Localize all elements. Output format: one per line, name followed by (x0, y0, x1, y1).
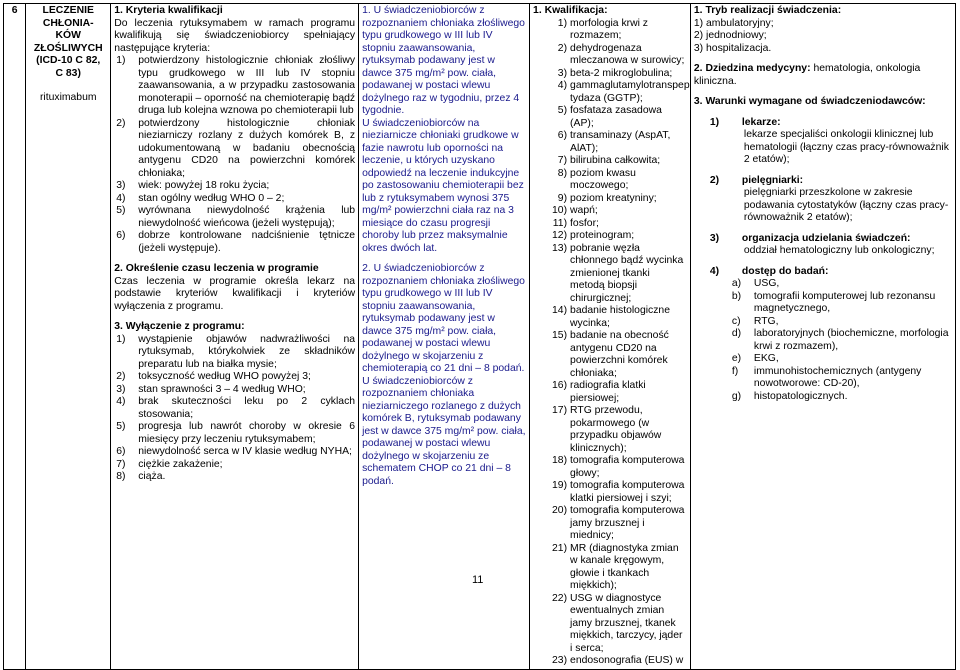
program-name-line: ZŁOŚLIWYCH (33, 42, 103, 54)
list-item (533, 43, 687, 68)
program-name-line: KÓW (55, 30, 81, 41)
item-text: gammaglutamylotranspep tydaza (GGTP); (570, 80, 690, 104)
list-item (533, 230, 687, 243)
list-item (533, 330, 687, 380)
test-letter: e) (731, 353, 742, 364)
field-text: hematologia, onkologia kliniczna. (693, 63, 921, 87)
requirement-label: dostęp do badań: (741, 265, 829, 277)
requirement-head (694, 233, 952, 246)
item-text: dehydrogenaza mleczanowa w surowicy; (570, 42, 685, 66)
list-item (114, 55, 355, 118)
item-number: 21) (552, 542, 568, 554)
item-text: wyrównana niewydolność krążenia lub niewydolność wieńcowa (jeżeli występują); (138, 205, 356, 229)
list-item (114, 446, 355, 459)
list-item (114, 459, 355, 472)
test-text: EKG, (753, 353, 779, 364)
mode-item: 1) ambulatoryjny; (693, 17, 774, 29)
item-number: 8) (116, 471, 126, 482)
dosage-cell (359, 4, 530, 670)
list-item (114, 384, 355, 397)
item-number: 2) (557, 42, 568, 54)
list-item (533, 155, 687, 168)
requirement-number: 2) (709, 174, 720, 186)
item-number: 2) (116, 371, 126, 382)
test-letter: d) (731, 328, 742, 339)
item-text: stan sprawności 3 – 4 według WHO; (138, 383, 306, 395)
list-item (533, 505, 687, 543)
item-number: 22) (552, 592, 568, 604)
item-number: 3) (116, 180, 126, 191)
diagnostics-cell (530, 4, 691, 670)
requirement-item (694, 175, 952, 225)
item-text: beta-2 mikroglobulina; (570, 67, 673, 79)
item-text: dobrze kontrolowane nadciśnienie tętnicze (jeżeli występuje). (138, 230, 356, 254)
requirement-number: 4) (709, 265, 720, 277)
list-item (533, 168, 687, 193)
requirement-item (694, 266, 952, 404)
item-number: 6) (116, 230, 126, 241)
criteria-list (114, 55, 355, 255)
list-item (533, 68, 687, 81)
drug-name: rituximabum (39, 92, 97, 103)
requirement-text: pielęgniarki przeszkolone w zakresie podawania cytostatyków (łączny czas pracy-równoważnik 2 etatów); (743, 187, 949, 223)
row-number: 6 (4, 4, 26, 670)
requirements-heading: 3. Warunki wymagane od świadczeniodawców: (693, 96, 926, 107)
list-item (114, 118, 355, 181)
dosage-p2: 2. U świadczeniobiorców z rozpoznaniem chłoniaka złośliwego typu grudkowego w III lub IV stopniu zaawansowania, rytuksymab podawany jest w dawce 375 mg/m² pow. ciała, podawanej w postaci wlewu dożylnego w skojarzeniu z chemioterapią co 21 dni – 8 podań. (362, 263, 525, 374)
list-item (533, 305, 687, 330)
item-text: bilirubina całkowita; (570, 155, 661, 166)
spacer (694, 167, 952, 175)
item-text: endosonografia (EUS) w (570, 655, 684, 666)
item-text: USG w diagnostyce ewentualnych zmian jamy brzusznej, tkanek miękkich, tarczycy, jąder i serca; (570, 592, 683, 654)
item-text: fosfataza zasadowa (AP); (570, 105, 662, 129)
test-item (694, 328, 952, 353)
list-item (533, 455, 687, 480)
requirement-number: 1) (709, 116, 720, 128)
item-number: 4) (557, 80, 568, 91)
list-item (114, 371, 355, 384)
list-item (533, 130, 687, 155)
requirement-item (694, 233, 952, 258)
test-text: tomografii komputerowej lub rezonansu magnetycznego, (753, 290, 936, 314)
program-name-line: CHŁONIA- (42, 17, 94, 29)
item-text: tomografia komputerowa głowy; (570, 455, 685, 479)
field-label: 2. Dziedzina medycyny: (693, 63, 811, 74)
item-number: 18) (552, 455, 568, 466)
field-line (694, 63, 952, 88)
requirement-text: oddział hematologiczny lub onkologiczny; (743, 245, 935, 256)
item-text: badanie histologiczne wycinka; (570, 305, 670, 329)
requirement-item (694, 117, 952, 167)
item-text: ciąża. (138, 471, 166, 482)
requirement-label: pielęgniarki: (741, 174, 804, 186)
item-text: wapń; (570, 205, 598, 216)
program-table (3, 3, 956, 670)
criteria-intro: Do leczenia rytuksymabem w ramach programu kwalifikują się świadczeniobiorcy spełniający następujące kryteria: (114, 17, 356, 54)
item-text: tomografia komputerowa klatki piersiowej i szyi; (570, 480, 685, 504)
list-item (533, 543, 687, 593)
item-number: 7) (116, 458, 126, 470)
test-letter: g) (731, 390, 742, 402)
exclusion-heading: 3. Wyłączenie z programu: (114, 321, 245, 332)
program-name-line: C 83) (55, 67, 81, 79)
list-item (533, 105, 687, 130)
list-item (533, 655, 687, 668)
test-text: immunohistochemicznych (antygeny nowotworowe: CD-20), (753, 365, 922, 389)
duration-text: Czas leczenia w programie określa lekarz na podstawie kryteriów kwalifikacji i kryteriów wyłączenia z programu. (114, 275, 356, 312)
test-text: USG, (753, 278, 780, 289)
mode-list (694, 18, 952, 56)
mode-cell (690, 4, 955, 670)
requirement-head (694, 117, 952, 130)
item-text: morfologia krwi z rozmazem; (570, 17, 648, 41)
duration-heading: 2. Określenie czasu leczenia w programie (114, 263, 319, 274)
list-item (533, 80, 690, 105)
item-text: proteinogram; (570, 230, 635, 241)
test-text: histopatologicznych. (753, 390, 848, 402)
list-item (114, 396, 355, 421)
list-item (114, 334, 355, 372)
requirement-text: lekarze specjaliści onkologii klinicznej lub hematologii (łączny czas pracy-równoważnik 2 etatów); (743, 129, 949, 165)
exclusion-list (114, 334, 355, 484)
list-item (533, 593, 687, 656)
requirements-list (694, 117, 952, 404)
page-number: 11 (472, 574, 484, 586)
item-number: 13) (552, 242, 568, 254)
diagnostics-heading: 1. Kwalifikacja: (533, 5, 608, 16)
program-name (29, 5, 107, 80)
item-number: 4) (116, 192, 126, 204)
test-item (694, 316, 952, 329)
item-number: 20) (552, 505, 568, 516)
program-name-line: (ICD-10 C 82, (36, 55, 101, 66)
program-name-line: LECZENIE (42, 5, 94, 16)
list-item (533, 380, 687, 405)
test-item (694, 391, 952, 404)
item-number: 14) (552, 305, 568, 316)
list-item (114, 230, 355, 255)
test-item (694, 353, 952, 366)
mode-item: 2) jednodniowy; (693, 30, 767, 41)
test-letter: c) (731, 315, 741, 327)
item-number: 3) (116, 383, 126, 395)
item-text: potwierdzony histologicznie chłoniak nieziarniczy rozlany z dużych komórek B, z udokumentowaną w badaniu obecnością antygenu CD20 na powierzchni komórek chłoniaka; (138, 117, 356, 179)
item-text: transaminazy (AspAT, AlAT); (570, 130, 671, 154)
list-item (114, 471, 355, 484)
requirement-label: organizacja udzielania świadczeń: (741, 232, 911, 244)
test-item (694, 278, 952, 291)
item-number: 23) (552, 655, 568, 666)
test-text: RTG, (753, 315, 779, 327)
item-text: stan ogólny według WHO 0 – 2; (138, 192, 285, 204)
item-text: wystąpienie objawów nadwrażliwości na rytuksymab, któr​ykolwiek ze składników preparatu lub na białka mysie; (138, 333, 356, 370)
list-item (533, 193, 687, 206)
diagnostics-list (533, 17, 690, 668)
item-number: 3) (557, 67, 568, 79)
criteria-cell (111, 4, 359, 670)
dosage-p3: U świadczeniobiorców z rozpoznaniem chłoniaka nieziarniczego rozlanego z dużych komórek B, rytuksymab podawany jest w dawce 375 mg/m² pow. ciała, podawanej w postaci wlewu dożylnego w skojarzeniu ze schematem CHOP co 21 dni – 8 podań. (362, 375, 526, 487)
test-letter: b) (731, 290, 742, 302)
item-number: 9) (557, 192, 568, 204)
requirement-label: lekarze: (741, 116, 781, 128)
list-item (533, 205, 687, 218)
requirement-head (694, 175, 952, 188)
item-number: 4) (116, 396, 126, 407)
item-text: toksyczność według WHO powyżej 3; (138, 371, 311, 382)
test-letter: a) (731, 278, 742, 289)
item-text: poziom kwasu moczowego; (570, 167, 636, 191)
criteria-heading: 1. Kryteria kwalifikacji (114, 5, 223, 16)
requirement-number: 3) (709, 232, 720, 244)
item-number: 1) (116, 55, 126, 66)
item-text: fosfor; (570, 217, 599, 229)
test-item (694, 291, 952, 316)
item-text: tomografia komputerowa jamy brzusznej i miednicy; (570, 505, 685, 541)
item-text: pobranie węzła chłonnego bądź wycinka zmienionej tkanki metodą biopsji chirurgicznej; (570, 242, 684, 304)
item-number: 2) (116, 117, 126, 129)
mode-item: 3) hospitalizacja. (693, 42, 772, 54)
item-number: 16) (552, 380, 568, 391)
item-text: ciężkie zakażenie; (138, 458, 223, 470)
item-text: brak skuteczności leku po 2 cyklach stosowania; (138, 396, 356, 420)
list-item (533, 18, 687, 43)
item-number: 1) (116, 333, 126, 345)
item-text: progresja lub nawrót choroby w okresie 6 miesięcy przy leczeniu rytuksymabem; (138, 421, 356, 445)
item-text: niewydolność serca w IV klasie według NYHA; (138, 446, 352, 457)
item-number: 17) (552, 405, 568, 416)
requirement-head (694, 266, 952, 279)
list-item (533, 480, 687, 505)
list-item (533, 405, 687, 455)
list-item (533, 218, 687, 231)
item-text: RTG przewodu, pokarmowego (w przypadku objawów klinicznych); (570, 405, 662, 454)
item-number: 5) (557, 105, 568, 116)
item-number: 6) (557, 130, 568, 141)
list-item (114, 180, 355, 193)
test-letter: f) (731, 365, 739, 377)
item-text: MR (diagnostyka zmian w kanale kręgowym, głowie i tkankach miękkich); (570, 542, 679, 591)
list-item (533, 243, 687, 306)
item-text: radiografia klatki piersiowej; (570, 380, 646, 404)
mode-heading: 1. Tryb realizacji świadczenia: (693, 5, 842, 16)
item-number: 19) (552, 480, 568, 491)
item-text: poziom kreatyniny; (570, 192, 657, 204)
spacer (694, 258, 952, 266)
dosage-p1: 1. U świadczeniobiorców z rozpoznaniem chłoniaka złośliwego typu grudkowego w III lub IV stopniu zaawansowania, rytuksymab podawany jest w dawce 375 mg/m² pow. ciała, podawanej w postaci wlewu dożylnego raz w tygodniu, przez 4 tygodnie. (362, 5, 525, 116)
item-text: wiek: powyżej 18 roku życia; (138, 180, 270, 191)
item-number: 11) (552, 217, 568, 229)
item-number: 7) (557, 155, 568, 166)
item-text: potwierdzony histologicznie chłoniak złośliwy typu grudkowego w III lub IV stopniu zaawansowania, a w przypadku zastosowania monoterapii – oporność na chemioterapię bądź druga lub kolejna wznowa po chemioterapii lub (138, 55, 356, 116)
list-item (114, 421, 355, 446)
item-number: 8) (557, 167, 568, 179)
list-item (114, 193, 355, 206)
item-number: 1) (557, 17, 568, 29)
item-number: 5) (116, 421, 126, 432)
item-number: 5) (116, 205, 126, 216)
item-number: 15) (552, 330, 568, 341)
test-text: laboratoryjnych (biochemiczne, morfologia krwi z rozmazem), (753, 328, 949, 352)
item-number: 12) (552, 230, 568, 241)
spacer (694, 225, 952, 233)
list-item (114, 205, 355, 230)
dosage-p1b: U świadczeniobiorców na nieziarnicze chłoniaki grudkowe w fazie nawrotu lub oporności na leczenie, u których uzyskano odpowiedź na leczenie indukcyjne po zastosowaniu chemioterapii bez lub z rytuksymabem wynosi 375 mg/m² powierzchni ciała raz na 3 miesiące do czasu progresji choroby lub przez maksymalnie okres dwóch lat. (362, 117, 524, 254)
item-text: badanie na obecność antygenu CD20 na powierzchni komórek chłoniaka; (570, 330, 669, 379)
substance-cell (26, 4, 111, 670)
item-number: 10) (552, 205, 568, 216)
test-item (694, 366, 952, 391)
item-number: 6) (116, 446, 126, 457)
